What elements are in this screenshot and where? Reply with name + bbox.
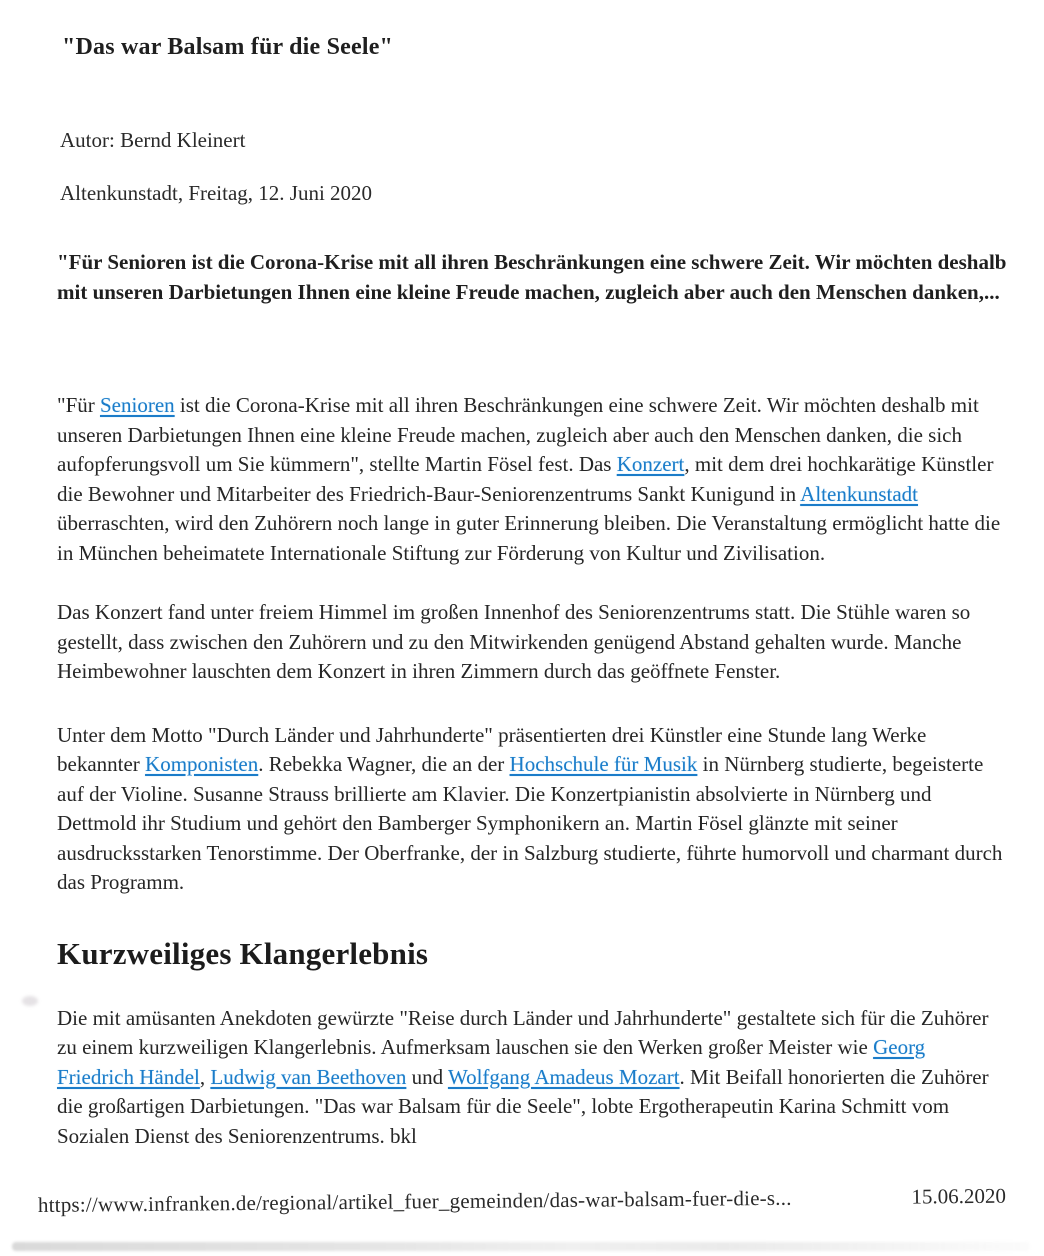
- text-run: überraschten, wird den Zuhörern noch lange in guter Erinnerung bleiben. Die Veranstaltung ermöglicht hatte die in München beheimatete Internationale Stiftung zur Förderung von Kultur und Zivilisation.: [57, 511, 1001, 565]
- text-run: "Für: [57, 393, 100, 417]
- link-hochschule-fuer-musik[interactable]: Hochschule für Musik: [509, 752, 698, 776]
- source-url: https://www.infranken.de/regional/artikel_fuer_gemeinden/das-war-balsam-fuer-die-s...: [37, 1185, 792, 1217]
- paragraph-2: [57, 598, 1007, 687]
- date-line: Altenkunstadt, Freitag, 12. Juni 2020: [60, 181, 373, 205]
- link-komponisten[interactable]: Komponisten: [145, 752, 259, 776]
- footer-date: 15.06.2020: [911, 1183, 1007, 1209]
- page-footer: [38, 1184, 1006, 1218]
- text-run: . Mit Beifall honorierten die Zuhörer die großartigen Darbietungen. "Das war Balsam für die Seele", lobte Ergotherapeutin Karina Schmitt vom Sozialen Dienst des Seniorenzentrums. bkl: [57, 1064, 989, 1148]
- text-run: . Rebekka Wagner, die an der: [258, 752, 510, 776]
- article-title: "Das war Balsam für die Seele": [62, 34, 394, 60]
- article-content: [57, 0, 1007, 1151]
- paragraph-4: [57, 1004, 1007, 1152]
- link-konzert[interactable]: Konzert: [616, 452, 685, 476]
- article-lead: "Für Senioren ist die Corona-Krise mit all ihren Beschränkungen eine schwere Zeit. Wir möchten deshalb mit unseren Darbietungen Ihnen eine kleine Freude machen, zugleich aber auch den Menschen danken,...: [57, 250, 1007, 304]
- scan-smudge: [12, 1242, 1030, 1251]
- section-heading: Kurzweiliges Klangerlebnis: [57, 935, 429, 971]
- paragraph-3: [57, 721, 1007, 898]
- text-run: in Nürnberg studierte, begeisterte auf der Violine. Susanne Strauss brillierte am Klavier. Die Konzertpianistin absolvierte in Nürnberg und Dettmold ihr Studium und gehört den Bamberger Symphonikern an. Martin Fösel glänzte mit seiner ausdrucksstarken Tenorstimme. Der Oberfranke, der in Salzburg studierte, führte humorvoll und charmant durch das Programm.: [57, 752, 1003, 894]
- author-line: Autor: Bernd Kleinert: [60, 128, 246, 152]
- text-run: und: [406, 1064, 448, 1089]
- text-run: , mit dem drei hochkarätige Künstler die Bewohner und Mitarbeiter des Friedrich-Baur-Seniorenzentrums Sankt Kunigund in: [57, 452, 994, 506]
- text-run: ,: [199, 1064, 211, 1089]
- link-wolfgang-amadeus-mozart[interactable]: Wolfgang Amadeus Mozart: [447, 1064, 680, 1089]
- link-ludwig-van-beethoven[interactable]: Ludwig van Beethoven: [210, 1064, 407, 1089]
- text-run: ist die Corona-Krise mit all ihren Beschränkungen eine schwere Zeit. Wir möchten deshalb mit unseren Darbietungen Ihnen eine kleine Freude machen, zugleich aber auch den Menschen danken, die sich aufopferungsvoll um Sie kümmern", stellte Martin Fösel fest. Das: [57, 393, 979, 476]
- link-altenkunstadt[interactable]: Altenkunstadt: [800, 481, 918, 506]
- link-senioren[interactable]: Senioren: [100, 393, 175, 417]
- text-run: Unter dem Motto "Durch Länder und Jahrhunderte" präsentierten drei Künstler eine Stunde lang Werke bekannter: [57, 722, 927, 776]
- scan-speck: [22, 996, 38, 1006]
- text-run: Die mit amüsanten Anekdoten gewürzte "Reise durch Länder und Jahrhunderte" gestaltete sich für die Zuhörer zu einem kurzweiligen Klangerlebnis. Aufmerksam lauschen sie den Werken großer Meister wie: [57, 1005, 989, 1059]
- text-run: Das Konzert fand unter freiem Himmel im großen Innenhof des Seniorenzentrums statt. Die Stühle waren so gestellt, dass zwischen den Zuhörern und zu den Mitwirkenden genügend Abstand gehalten wurde. Manche Heimbewohner lauschten dem Konzert in ihren Zimmern durch das geöffnete Fenster.: [57, 600, 971, 683]
- paragraph-1: [57, 391, 1007, 568]
- link-georg-friedrich-haendel[interactable]: Georg Friedrich Händel: [57, 1035, 926, 1089]
